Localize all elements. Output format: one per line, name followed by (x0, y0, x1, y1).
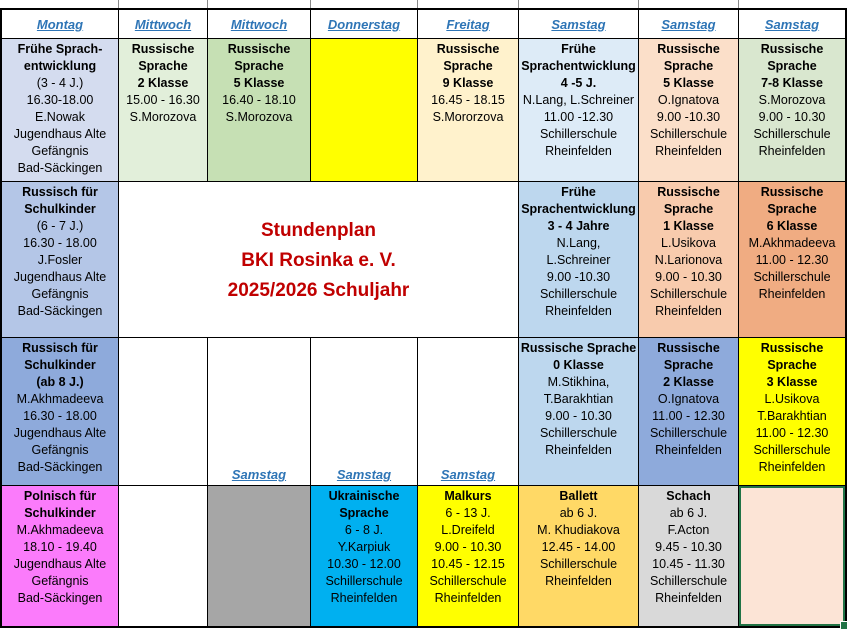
day-header-label: Samstag (551, 16, 606, 32)
timetable-cell-r2c8[interactable] (739, 182, 845, 337)
course-title-line: 5 Klasse (663, 76, 714, 90)
course-detail-line: 12.45 - 14.00 (541, 540, 616, 554)
course-detail-line: S.Morozova (758, 93, 826, 107)
course-detail-line: T.Barakhtian (757, 409, 827, 423)
course-detail-line: Gefängnis (31, 287, 89, 301)
course-title-line: Russische (657, 341, 720, 355)
course-detail-line: Schillerschule (325, 574, 403, 588)
course-detail-line: 9.00 - 10.30 (758, 110, 826, 124)
course-detail-line: Rheinfelden (655, 443, 722, 457)
course-detail-line: Rheinfelden (655, 591, 722, 605)
course-title-line: 5 Klasse (233, 76, 285, 90)
course-title-line: Sprache (138, 59, 188, 73)
course-title-line: Sprache (443, 59, 493, 73)
timetable-cell-r3c5[interactable] (418, 338, 518, 485)
course-title-line: Sprache (663, 202, 714, 216)
plan-title-cell[interactable] (119, 182, 518, 337)
course-detail-line: 11.00 - 12.30 (755, 426, 829, 440)
fill-handle[interactable] (840, 621, 847, 630)
course-detail-line: Rheinfelden (758, 287, 826, 301)
timetable-cell-r1c3[interactable] (208, 39, 310, 181)
course-title-line: Russische (657, 185, 720, 199)
plan-title-line: Stundenplan (260, 219, 377, 241)
course-title-line: 7-8 Klasse (761, 76, 823, 90)
timetable-cell-r2c7[interactable] (639, 182, 738, 337)
course-detail-line: Jugendhaus Alte (13, 127, 107, 141)
course-title-line: Sprache (767, 202, 817, 216)
timetable-grid (0, 8, 847, 628)
course-detail-line: Schillerschule (539, 426, 618, 440)
day-header-cell-col4[interactable] (311, 10, 417, 38)
timetable-cell-r1c8[interactable] (739, 39, 845, 181)
course-detail-line: Rheinfelden (758, 144, 826, 158)
course-title-line: Schulkinder (24, 202, 96, 216)
course-detail-line: Jugendhaus Alte (13, 270, 107, 284)
course-title-line: Russische (436, 42, 500, 56)
course-detail-line: L.Schreiner (546, 253, 611, 267)
course-title-line: Sprache (234, 59, 284, 73)
course-title-line: 9 Klasse (442, 76, 494, 90)
course-detail-line: Bad-Säckingen (17, 304, 103, 318)
course-detail-line: Bad-Säckingen (17, 460, 103, 474)
day-header-label: Samstag (661, 16, 716, 32)
plan-title-line: 2025/2026 Schuljahr (227, 279, 410, 301)
course-detail-line: N.Lang, L.Schreiner (522, 93, 635, 107)
course-detail-line: Schillerschule (649, 127, 728, 141)
course-detail-line: 10.30 - 12.00 (327, 557, 401, 571)
course-detail-line: Rheinfelden (330, 591, 398, 605)
timetable-cell-r4c6[interactable] (519, 486, 638, 626)
day-header-label: Mittwoch (134, 16, 192, 32)
course-title-line: Russische Sprache (520, 341, 637, 355)
course-title-line: Sprache (339, 506, 389, 520)
course-title-line: Russische (131, 42, 195, 56)
course-detail-line: Rheinfelden (545, 574, 612, 588)
course-title-line: Ukrainische (328, 489, 400, 503)
course-detail-line: J.Fosler (37, 253, 83, 267)
course-title-line: Sprache (663, 59, 714, 73)
day-header-label: Mittwoch (230, 16, 288, 32)
day-header-label: Montag (36, 16, 84, 32)
course-detail-line: (3 - 4 J.) (36, 76, 84, 90)
course-title-line: 6 Klasse (766, 219, 818, 233)
course-title-line: Polnisch für (23, 489, 97, 503)
timetable-cell-r3c4[interactable] (311, 338, 417, 485)
course-detail-line: Bad-Säckingen (17, 161, 103, 175)
course-detail-line: L.Usikova (661, 236, 716, 250)
course-title-line: 2 Klasse (663, 375, 714, 389)
course-title-line: Frühe Sprach- (17, 42, 103, 56)
course-detail-line: 18.10 - 19.40 (23, 540, 97, 554)
timetable-cell-r1c5[interactable] (418, 39, 518, 181)
plan-title-line: BKI Rosinka e. V. (241, 249, 396, 271)
timetable-cell-r4c1[interactable] (2, 486, 118, 626)
course-detail-line: Schillerschule (753, 270, 831, 284)
course-detail-line: Rheinfelden (545, 144, 612, 158)
course-detail-line: Rheinfelden (655, 144, 722, 158)
course-detail-line: Rheinfelden (655, 304, 722, 318)
course-detail-line: Rheinfelden (545, 443, 612, 457)
course-title-line: Sprache (767, 358, 817, 372)
course-detail-line: 6 - 13 J. (445, 506, 491, 520)
course-detail-line: 9.45 - 10.30 (655, 540, 722, 554)
day-header-cell-col1[interactable] (2, 10, 118, 38)
course-detail-line: ab 6 J. (559, 506, 598, 520)
sub-day-header-label: Samstag (440, 467, 496, 482)
course-detail-line: (6 - 7 J.) (36, 219, 84, 233)
column-gridline-tick (638, 0, 639, 8)
timetable-cell-r1c1[interactable] (2, 39, 118, 181)
course-title-line: Russische (227, 42, 291, 56)
course-detail-line: 9.00 -10.30 (546, 270, 611, 284)
course-detail-line: Gefängnis (31, 443, 89, 457)
day-header-label: Samstag (764, 16, 820, 32)
column-gridline-tick (518, 0, 519, 8)
timetable-cell-r4c5[interactable] (418, 486, 518, 626)
day-header-cell-col6[interactable] (519, 10, 638, 38)
gridline-top-strip (0, 0, 847, 8)
course-detail-line: M.Akhmadeeva (16, 523, 104, 537)
course-detail-line: M.Akhmadeeva (16, 392, 104, 406)
timetable-cell-r4c4[interactable] (311, 486, 417, 626)
course-title-line: Frühe (561, 42, 596, 56)
course-title-line: 3 Klasse (766, 375, 818, 389)
course-detail-line: Schillerschule (539, 557, 618, 571)
course-detail-line: 9.00 - 10.30 (545, 409, 612, 423)
course-detail-line: 16.30 - 18.00 (23, 236, 97, 250)
course-title-line: 2 Klasse (137, 76, 189, 90)
day-header-label: Freitag (446, 16, 490, 32)
course-title-line: Ballett (559, 489, 598, 503)
course-detail-line: 11.00 - 12.30 (652, 409, 725, 423)
course-detail-line: 15.00 - 16.30 (126, 93, 200, 107)
course-title-line: Russische (760, 42, 824, 56)
course-detail-line: Schillerschule (753, 127, 831, 141)
course-title-line: 0 Klasse (553, 358, 604, 372)
course-title-line: Russisch für (22, 185, 98, 199)
course-title-line: Russische (760, 185, 824, 199)
timetable-cell-r1c7[interactable] (639, 39, 738, 181)
course-detail-line: L.Usikova (764, 392, 820, 406)
course-detail-line: Jugendhaus Alte (13, 426, 107, 440)
course-detail-line: 16.30 - 18.00 (23, 409, 97, 423)
course-title-line: Schulkinder (24, 506, 96, 520)
course-detail-line: Schillerschule (753, 443, 831, 457)
course-title-line: Sprache (663, 358, 714, 372)
course-title-line: Russisch für (22, 341, 98, 355)
course-title-line: 1 Klasse (663, 219, 714, 233)
course-detail-line: M. Khudiakova (537, 523, 620, 537)
course-title-line: 4 -5 J. (560, 76, 597, 90)
course-detail-line: Schillerschule (649, 287, 728, 301)
course-detail-line: 11.00 -12.30 (543, 110, 614, 124)
course-detail-line: Gefängnis (31, 144, 89, 158)
timetable-cell-r1c6[interactable] (519, 39, 638, 181)
course-title-line: Sprache (767, 59, 817, 73)
course-detail-line: M.Stikhina, (547, 375, 610, 389)
course-title-line: Malkurs (444, 489, 492, 503)
course-detail-line: Schillerschule (429, 574, 507, 588)
timetable-cell-r3c6[interactable] (519, 338, 638, 485)
course-detail-line: T.Barakhtian (543, 392, 614, 406)
column-gridline-tick (118, 0, 119, 8)
course-detail-line: S.Morozova (129, 110, 197, 124)
course-title-line: entwicklung (23, 59, 97, 73)
course-detail-line: 9.00 - 10.30 (434, 540, 502, 554)
timetable-cell-r3c7[interactable] (639, 338, 738, 485)
course-detail-line: 6 - 8 J. (344, 523, 384, 537)
course-title-line: Schach (666, 489, 711, 503)
course-detail-line: Jugendhaus Alte (13, 557, 107, 571)
course-detail-line: 10.45 - 11.30 (652, 557, 725, 571)
selected-cell[interactable] (739, 486, 845, 626)
course-detail-line: Rheinfelden (545, 304, 612, 318)
column-gridline-tick (417, 0, 418, 8)
plan-title (228, 216, 410, 306)
timetable-cell-r1c4[interactable] (311, 39, 417, 181)
day-header-cell-col8[interactable] (739, 10, 845, 38)
course-detail-line: ab 6 J. (669, 506, 708, 520)
timetable-cell-r4c2[interactable] (119, 486, 207, 626)
course-detail-line: O.Ignatova (657, 93, 720, 107)
course-title-line: Russische (657, 42, 720, 56)
course-detail-line: Schillerschule (539, 287, 618, 301)
timetable-cell-r3c1[interactable] (2, 338, 118, 485)
course-title-line: Frühe (561, 185, 596, 199)
course-detail-line: Bad-Säckingen (17, 591, 103, 605)
course-detail-line: L.Dreifeld (441, 523, 495, 537)
day-header-cell-col5[interactable] (418, 10, 518, 38)
course-detail-line: S.Mororzova (432, 110, 504, 124)
sub-day-header-label: Samstag (231, 467, 287, 482)
course-title-line: Sprachentwicklung (521, 202, 636, 216)
course-detail-line: Schillerschule (649, 426, 728, 440)
timetable-cell-r4c7[interactable] (639, 486, 738, 626)
course-detail-line: 9.00 - 10.30 (655, 270, 722, 284)
course-title-line: Sprachentwicklung (521, 59, 636, 73)
course-detail-line: Rheinfelden (758, 460, 826, 474)
sub-day-header-label: Samstag (336, 467, 392, 482)
course-title-line: 3 - 4 Jahre (547, 219, 610, 233)
timetable-cell-r4c3[interactable] (208, 486, 310, 626)
timetable-cell-r2c1[interactable] (2, 182, 118, 337)
course-detail-line: 11.00 - 12.30 (755, 253, 829, 267)
course-detail-line: Gefängnis (31, 574, 89, 588)
timetable-cell-r2c6[interactable] (519, 182, 638, 337)
course-detail-line: Schillerschule (539, 127, 618, 141)
course-detail-line: 16.40 - 18.10 (222, 93, 296, 107)
course-detail-line: O.Ignatova (657, 392, 720, 406)
day-header-cell-col2[interactable] (119, 10, 207, 38)
course-title-line: Russische (760, 341, 824, 355)
course-detail-line: 10.45 - 12.15 (431, 557, 505, 571)
course-title-line: (ab 8 J.) (36, 375, 84, 389)
course-detail-line: Rheinfelden (434, 591, 502, 605)
course-detail-line: Y.Karpiuk (337, 540, 391, 554)
course-detail-line: 16.30-18.00 (26, 93, 94, 107)
course-detail-line: E.Nowak (34, 110, 86, 124)
course-detail-line: N.Larionova (654, 253, 723, 267)
course-title-line: Schulkinder (24, 358, 96, 372)
course-detail-line: 16.45 - 18.15 (431, 93, 505, 107)
day-header-label: Donnerstag (327, 16, 401, 32)
column-gridline-tick (207, 0, 208, 8)
timetable-cell-r3c3[interactable] (208, 338, 310, 485)
course-detail-line: F.Acton (667, 523, 710, 537)
course-detail-line: Schillerschule (649, 574, 728, 588)
course-detail-line: N.Lang, (556, 236, 601, 250)
column-gridline-tick (310, 0, 311, 8)
day-header-cell-col3[interactable] (208, 10, 310, 38)
timetable-cell-r3c2[interactable] (119, 338, 207, 485)
day-header-cell-col7[interactable] (639, 10, 738, 38)
course-detail-line: S.Morozova (225, 110, 293, 124)
timetable-cell-r1c2[interactable] (119, 39, 207, 181)
course-detail-line: 9.00 -10.30 (656, 110, 721, 124)
course-detail-line: M.Akhmadeeva (748, 236, 836, 250)
timetable-cell-r3c8[interactable] (739, 338, 845, 485)
column-gridline-tick (738, 0, 739, 8)
